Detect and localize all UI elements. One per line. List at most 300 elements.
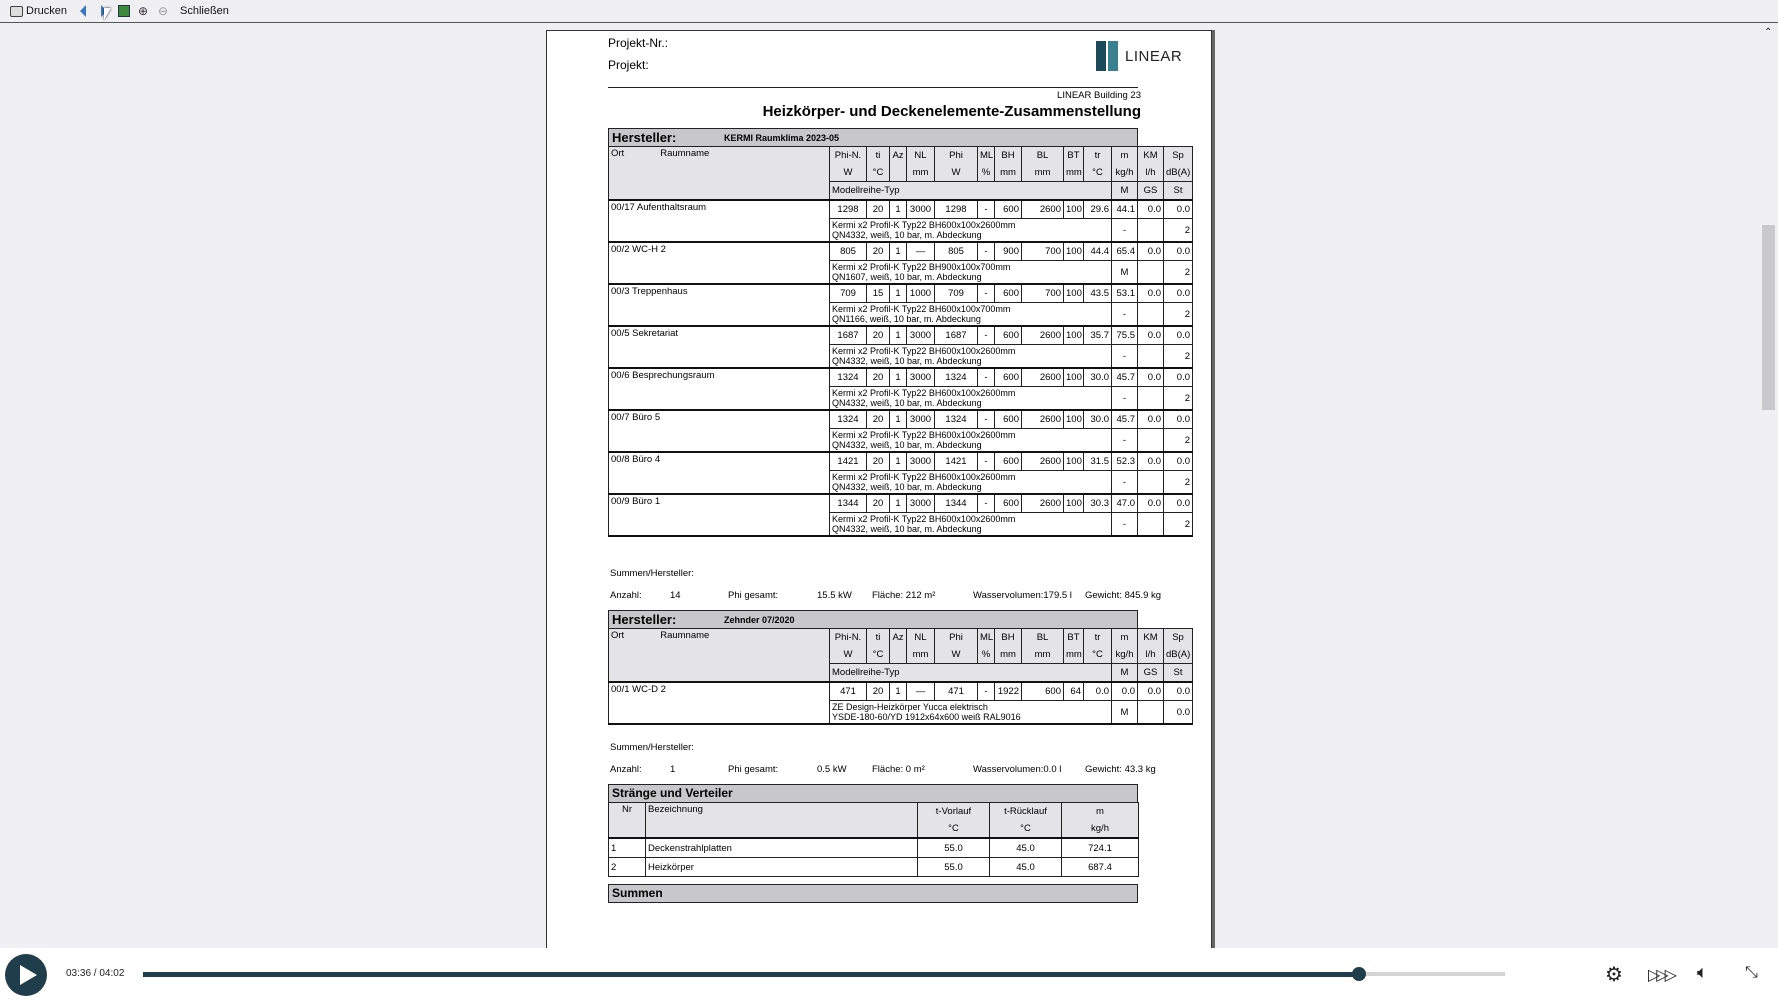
column-header: NL (907, 629, 935, 647)
column-unit: kg/h (1062, 820, 1139, 838)
cell-rl: 45.0 (990, 838, 1062, 858)
cell-vl: 55.0 (918, 858, 990, 877)
volume-icon[interactable]: 🔈︎ (1697, 962, 1708, 982)
manufacturer-bar (608, 128, 1138, 147)
column-unit: % (978, 646, 995, 664)
cell-value: 0.0 (1138, 368, 1164, 387)
column-header-raumname: Raumname (660, 148, 710, 159)
cell-value: 1922 (995, 682, 1022, 701)
column-header: KM (1138, 147, 1164, 165)
cell-bez: Deckenstrahlplatten (646, 838, 918, 858)
m-flag: M (1112, 261, 1138, 285)
cell-value: 0.0 (1164, 326, 1193, 345)
cell-value: 0.0 (1138, 494, 1164, 513)
cell-value: 600 (995, 410, 1022, 429)
header-divider (608, 87, 1138, 88)
table-row (609, 242, 1193, 261)
column-header-m: m (1062, 803, 1139, 821)
column-header-sub: St (1164, 182, 1193, 201)
cell-value: 0.0 (1164, 452, 1193, 471)
m-flag: - (1112, 345, 1138, 369)
zoom-in-button[interactable] (138, 3, 148, 19)
column-unit: °C (1084, 646, 1112, 664)
cell-value: 43.5 (1084, 284, 1112, 303)
summary-flaeche: Fläche: 0 m² (872, 764, 925, 775)
document-title: Heizkörper- und Deckenelemente-Zusammenstellung (762, 103, 1141, 120)
document-page (546, 30, 1212, 948)
table-row (609, 200, 1193, 219)
cell-value: - (978, 410, 995, 429)
column-unit: °C (1084, 164, 1112, 182)
column-unit: dB(A) (1164, 164, 1193, 182)
m-flag: - (1112, 513, 1138, 537)
triangle-left-icon (80, 5, 86, 17)
model-spec: QN4332, weiß, 10 bar, m. Abdeckung (832, 482, 982, 492)
cell-value: 709 (830, 284, 867, 303)
zoom-out-icon: ⊖ (158, 4, 169, 18)
cell-value: 1687 (935, 326, 978, 345)
summary-wasser: Wasservolumen:179.5 l (973, 590, 1072, 601)
summary-phi-label: Phi gesamt: (728, 764, 779, 775)
cell-value: 0.0 (1138, 200, 1164, 219)
column-header: Az (890, 147, 907, 165)
column-header: Phi-N. (830, 629, 867, 647)
cell-value: - (978, 682, 995, 701)
manufacturer-name: KERMI Raumklima 2023-05 (724, 133, 840, 143)
cell-value: 0.0 (1164, 368, 1193, 387)
column-header: ML (978, 629, 995, 647)
m-flag: - (1112, 429, 1138, 453)
summary-phi-label: Phi gesamt: (728, 590, 779, 601)
model-spec: QN4332, weiß, 10 bar, m. Abdeckung (832, 524, 982, 534)
cell-value: 100 (1064, 368, 1084, 387)
cell-vl: 55.0 (918, 838, 990, 858)
cell-value: - (978, 242, 995, 261)
column-header-t-ruecklauf: t-Rücklauf (990, 803, 1062, 821)
column-unit: kg/h (1112, 164, 1138, 182)
model-description: Kermi x2 Profil-K Typ22 BH600x100x700mm (832, 304, 1011, 314)
cell-value: 1 (890, 682, 907, 701)
model-spec: YSDE-180-60/YD 1912x64x600 weiß RAL9016 (832, 712, 1021, 722)
column-unit: mm (995, 164, 1022, 182)
gs-value (1138, 345, 1164, 369)
cell-value: 0.0 (1164, 410, 1193, 429)
summary-title: Summen/Hersteller: (610, 742, 694, 753)
cell-value: 900 (995, 242, 1022, 261)
summary-phi: 0.5 kW (817, 764, 847, 775)
cell-value: 2600 (1022, 410, 1064, 429)
cell-value: — (907, 242, 935, 261)
summary-anzahl: 1 (670, 764, 676, 775)
cell-value: 709 (935, 284, 978, 303)
cell-value: 0.0 (1164, 242, 1193, 261)
print-button[interactable] (10, 3, 67, 19)
model-spec: QN4332, weiß, 10 bar, m. Abdeckung (832, 398, 982, 408)
m-flag: - (1112, 219, 1138, 243)
model-description: Kermi x2 Profil-K Typ22 BH600x100x2600mm (832, 346, 1016, 356)
column-unit: °C (867, 646, 890, 664)
room-name: 00/5 Sekretariat (609, 326, 830, 368)
m-flag: - (1112, 303, 1138, 327)
cell-value: 64 (1064, 682, 1084, 701)
summary-title: Summen/Hersteller: (610, 568, 694, 579)
cell-value: 1 (890, 200, 907, 219)
manufacturer-bar (608, 610, 1138, 629)
column-unit: % (978, 164, 995, 182)
cell-value: 2600 (1022, 368, 1064, 387)
cell-value: 1298 (935, 200, 978, 219)
column-unit: mm (1064, 646, 1084, 664)
scrollbar-thumb[interactable] (1762, 225, 1775, 410)
cell-value: 0.0 (1138, 682, 1164, 701)
column-header-raumname: Raumname (660, 630, 710, 641)
column-unit: mm (907, 646, 935, 664)
cell-value: 100 (1064, 200, 1084, 219)
cell-value: 600 (995, 452, 1022, 471)
table-row (609, 838, 1139, 858)
model-description: Kermi x2 Profil-K Typ22 BH600x100x2600mm (832, 472, 1016, 482)
st-value: 2 (1164, 387, 1193, 411)
cell-value: 600 (995, 284, 1022, 303)
column-header: Phi (935, 147, 978, 165)
column-header: KM (1138, 629, 1164, 647)
m-flag: - (1112, 471, 1138, 495)
gs-value (1138, 701, 1164, 725)
st-value: 2 (1164, 429, 1193, 453)
table-row (609, 682, 1193, 701)
column-header: ti (867, 147, 890, 165)
cell-value: 45.7 (1112, 368, 1138, 387)
column-header: BT (1064, 147, 1084, 165)
cell-value: - (978, 494, 995, 513)
column-unit: l/h (1138, 164, 1164, 182)
cell-value: 1 (890, 242, 907, 261)
cell-rl: 45.0 (990, 858, 1062, 877)
playback-speed-icon[interactable]: ▷▷▷ (1648, 967, 1673, 984)
cell-value: 30.0 (1084, 368, 1112, 387)
mouse-cursor-icon (104, 8, 111, 20)
manufacturer-label: Hersteller: (612, 612, 677, 627)
manufacturer-label: Hersteller: (612, 130, 677, 145)
st-value: 2 (1164, 219, 1193, 243)
column-unit: mm (1022, 646, 1064, 664)
cell-value: 1421 (830, 452, 867, 471)
cell-value: 2600 (1022, 200, 1064, 219)
cell-value: 471 (830, 682, 867, 701)
progress-fill (143, 972, 1359, 977)
st-value: 2 (1164, 261, 1193, 285)
column-unit (890, 646, 907, 664)
column-header-sub: M (1112, 664, 1138, 683)
column-header-sub: GS (1138, 664, 1164, 683)
cell-value: 100 (1064, 494, 1084, 513)
column-unit: W (935, 164, 978, 182)
table-row (609, 494, 1193, 513)
cell-value: 44.1 (1112, 200, 1138, 219)
cell-value: 20 (867, 410, 890, 429)
cell-value: 20 (867, 200, 890, 219)
straenge-title: Stränge und Verteiler (612, 786, 733, 800)
cell-value: - (978, 368, 995, 387)
gs-value (1138, 513, 1164, 537)
logo-text: LINEAR (1125, 47, 1183, 65)
column-header-bezeichnung: Bezeichnung (646, 803, 918, 839)
cell-value: 2600 (1022, 494, 1064, 513)
cell-value: 3000 (907, 326, 935, 345)
project-nr-label: Projekt-Nr.: (608, 36, 669, 50)
table-row (609, 452, 1193, 471)
cell-value: 1421 (935, 452, 978, 471)
room-name: 00/3 Treppenhaus (609, 284, 830, 326)
column-header: tr (1084, 629, 1112, 647)
linear-cube-icon (1096, 41, 1118, 71)
summary-anzahl: 14 (670, 590, 681, 601)
building-name: LINEAR Building 23 (1057, 90, 1141, 101)
close-button[interactable] (180, 3, 229, 19)
column-header: BL (1022, 147, 1064, 165)
previous-page-button[interactable] (80, 3, 86, 19)
table-row (609, 368, 1193, 387)
cell-value: 1324 (830, 410, 867, 429)
cell-value: - (978, 284, 995, 303)
cell-m: 724.1 (1062, 838, 1139, 858)
radiator-table (608, 146, 1193, 537)
cell-value: 44.4 (1084, 242, 1112, 261)
model-description: Kermi x2 Profil-K Typ22 BH600x100x2600mm (832, 430, 1016, 440)
column-unit: °C (918, 820, 990, 838)
column-header: Sp (1164, 629, 1193, 647)
project-label: Projekt: (608, 58, 649, 72)
gs-value (1138, 387, 1164, 411)
cell-bez: Heizkörper (646, 858, 918, 877)
cell-value: 20 (867, 326, 890, 345)
column-header-sub: St (1164, 664, 1193, 683)
gs-value (1138, 219, 1164, 243)
settings-gear-icon[interactable]: ⚙ (1605, 964, 1623, 986)
cell-value: 0.0 (1138, 452, 1164, 471)
cell-value: 0.0 (1164, 284, 1193, 303)
cell-value: 20 (867, 452, 890, 471)
room-name: 00/1 WC-D 2 (609, 682, 830, 724)
cell-value: 53.1 (1112, 284, 1138, 303)
room-name: 00/6 Besprechungsraum (609, 368, 830, 410)
close-label: Schließen (180, 5, 229, 17)
cell-value: 52.3 (1112, 452, 1138, 471)
model-spec: QN4332, weiß, 10 bar, m. Abdeckung (832, 356, 982, 366)
column-header: ti (867, 629, 890, 647)
column-unit: mm (1022, 164, 1064, 182)
zoom-in-icon: ⊕ (138, 4, 149, 18)
cell-value: 0.0 (1084, 682, 1112, 701)
cell-value: 0.0 (1164, 200, 1193, 219)
straenge-table (608, 802, 1139, 877)
cell-value: 0.0 (1138, 326, 1164, 345)
cell-value: 29.6 (1084, 200, 1112, 219)
column-unit: kg/h (1112, 646, 1138, 664)
cell-value: 100 (1064, 326, 1084, 345)
summary-flaeche: Fläche: 212 m² (872, 590, 936, 601)
column-header-nr: Nr (609, 803, 646, 839)
manufacturer-name: Zehnder 07/2020 (724, 615, 795, 625)
column-header: Az (890, 629, 907, 647)
cell-value: 600 (995, 200, 1022, 219)
cell-value: 1 (890, 452, 907, 471)
cell-value: - (978, 452, 995, 471)
room-name: 00/9 Büro 1 (609, 494, 830, 536)
cell-nr: 1 (609, 838, 646, 858)
model-spec: QN1166, weiß, 10 bar, m. Abdeckung (832, 314, 981, 324)
column-header-ort: Ort (611, 630, 625, 641)
summen-title: Summen (612, 886, 663, 900)
model-spec: QN4332, weiß, 10 bar, m. Abdeckung (832, 440, 982, 450)
cell-value: 0.0 (1164, 682, 1193, 701)
cell-value: — (907, 682, 935, 701)
cell-value: 1344 (935, 494, 978, 513)
column-unit: °C (867, 164, 890, 182)
cell-value: 100 (1064, 452, 1084, 471)
column-header: Phi (935, 629, 978, 647)
room-name: 00/2 WC-H 2 (609, 242, 830, 284)
playback-time: 03:36 / 04:02 (66, 968, 125, 979)
scroll-up-icon[interactable]: ⌃ (1764, 27, 1773, 38)
cell-value: 1324 (935, 410, 978, 429)
model-spec: QN1607, weiß, 10 bar, m. Abdeckung (832, 272, 982, 282)
two-page-view-button[interactable] (118, 3, 130, 19)
cell-value: 0.0 (1138, 284, 1164, 303)
room-name: 00/8 Büro 4 (609, 452, 830, 494)
printer-icon (10, 6, 23, 17)
progress-track[interactable] (143, 972, 1505, 976)
cell-value: 1324 (935, 368, 978, 387)
gs-value (1138, 471, 1164, 495)
column-header: Phi-N. (830, 147, 867, 165)
st-value: 2 (1164, 471, 1193, 495)
cell-value: 700 (1022, 242, 1064, 261)
column-header: BH (995, 147, 1022, 165)
cell-value: 1 (890, 494, 907, 513)
column-unit: mm (907, 164, 935, 182)
cell-value: 3000 (907, 452, 935, 471)
cell-value: 2600 (1022, 326, 1064, 345)
column-header-t-vorlauf: t-Vorlauf (918, 803, 990, 821)
summary-wasser: Wasservolumen:0.0 l (973, 764, 1062, 775)
summary-anzahl-label: Anzahl: (610, 764, 642, 775)
cell-value: 20 (867, 494, 890, 513)
cell-value: 600 (995, 494, 1022, 513)
cell-value: 1687 (830, 326, 867, 345)
cell-value: 0.0 (1164, 494, 1193, 513)
cell-value: 100 (1064, 284, 1084, 303)
cell-value: 0.0 (1138, 242, 1164, 261)
cell-value: - (978, 200, 995, 219)
cell-value: 1 (890, 326, 907, 345)
video-player-bar (0, 948, 1778, 1000)
cell-value: 0.0 (1138, 410, 1164, 429)
progress-knob[interactable] (1352, 967, 1366, 981)
cell-value: 3000 (907, 410, 935, 429)
column-header: Sp (1164, 147, 1193, 165)
gs-value (1138, 303, 1164, 327)
cell-value: 1298 (830, 200, 867, 219)
cell-value: 1 (890, 368, 907, 387)
cell-value: 20 (867, 368, 890, 387)
cell-value: 45.7 (1112, 410, 1138, 429)
column-unit: W (935, 646, 978, 664)
cell-value: 3000 (907, 494, 935, 513)
linear-logo (1096, 41, 1182, 71)
cell-value: 3000 (907, 200, 935, 219)
radiator-table (608, 628, 1193, 725)
st-value: 2 (1164, 303, 1193, 327)
cell-value: 1 (890, 410, 907, 429)
column-unit: W (830, 646, 867, 664)
column-unit (890, 164, 907, 182)
cell-value: 0.0 (1112, 682, 1138, 701)
room-name: 00/7 Büro 5 (609, 410, 830, 452)
viewer-toolbar (0, 0, 1778, 23)
column-header: BT (1064, 629, 1084, 647)
cell-nr: 2 (609, 858, 646, 877)
column-unit: l/h (1138, 646, 1164, 664)
column-header: BL (1022, 629, 1064, 647)
zoom-out-button[interactable] (158, 3, 168, 19)
model-description: Kermi x2 Profil-K Typ22 BH600x100x2600mm (832, 220, 1016, 230)
column-unit: dB(A) (1164, 646, 1193, 664)
column-header-modell: Modellreihe-Typ (830, 182, 1112, 201)
column-header: m (1112, 147, 1138, 165)
cell-value: 600 (1022, 682, 1064, 701)
m-flag: - (1112, 387, 1138, 411)
column-unit: W (830, 164, 867, 182)
cell-value: 30.3 (1084, 494, 1112, 513)
column-header-modell: Modellreihe-Typ (830, 664, 1112, 683)
cell-value: 600 (995, 368, 1022, 387)
cell-value: 700 (1022, 284, 1064, 303)
cell-value: 1000 (907, 284, 935, 303)
summary-gewicht: Gewicht: 43.3 kg (1085, 764, 1156, 775)
model-description: Kermi x2 Profil-K Typ22 BH600x100x2600mm (832, 388, 1016, 398)
cell-value: 47.0 (1112, 494, 1138, 513)
model-description: ZE Design-Heizkörper Yucca elektrisch (832, 702, 988, 712)
cell-value: 30.0 (1084, 410, 1112, 429)
st-value: 2 (1164, 345, 1193, 369)
cell-value: 35.7 (1084, 326, 1112, 345)
summary-phi: 15.5 kW (817, 590, 852, 601)
column-unit: mm (995, 646, 1022, 664)
summary-anzahl-label: Anzahl: (610, 590, 642, 601)
cell-value: 20 (867, 682, 890, 701)
play-button[interactable] (5, 954, 47, 996)
column-header: BH (995, 629, 1022, 647)
cell-value: 3000 (907, 368, 935, 387)
st-value: 0.0 (1164, 701, 1193, 725)
cell-value: 15 (867, 284, 890, 303)
table-row (609, 410, 1193, 429)
cell-value: 65.4 (1112, 242, 1138, 261)
column-unit: mm (1064, 164, 1084, 182)
column-header-sub: GS (1138, 182, 1164, 201)
cell-value: 805 (830, 242, 867, 261)
two-page-icon (118, 5, 130, 17)
cell-m: 687.4 (1062, 858, 1139, 877)
cell-value: 2600 (1022, 452, 1064, 471)
column-header: ML (978, 147, 995, 165)
cell-value: 471 (935, 682, 978, 701)
exit-fullscreen-icon[interactable]: ⤡ (1745, 964, 1758, 981)
model-spec: QN4332, weiß, 10 bar, m. Abdeckung (832, 230, 982, 240)
document-viewer[interactable] (0, 23, 1760, 948)
vertical-scrollbar[interactable] (1760, 23, 1778, 948)
